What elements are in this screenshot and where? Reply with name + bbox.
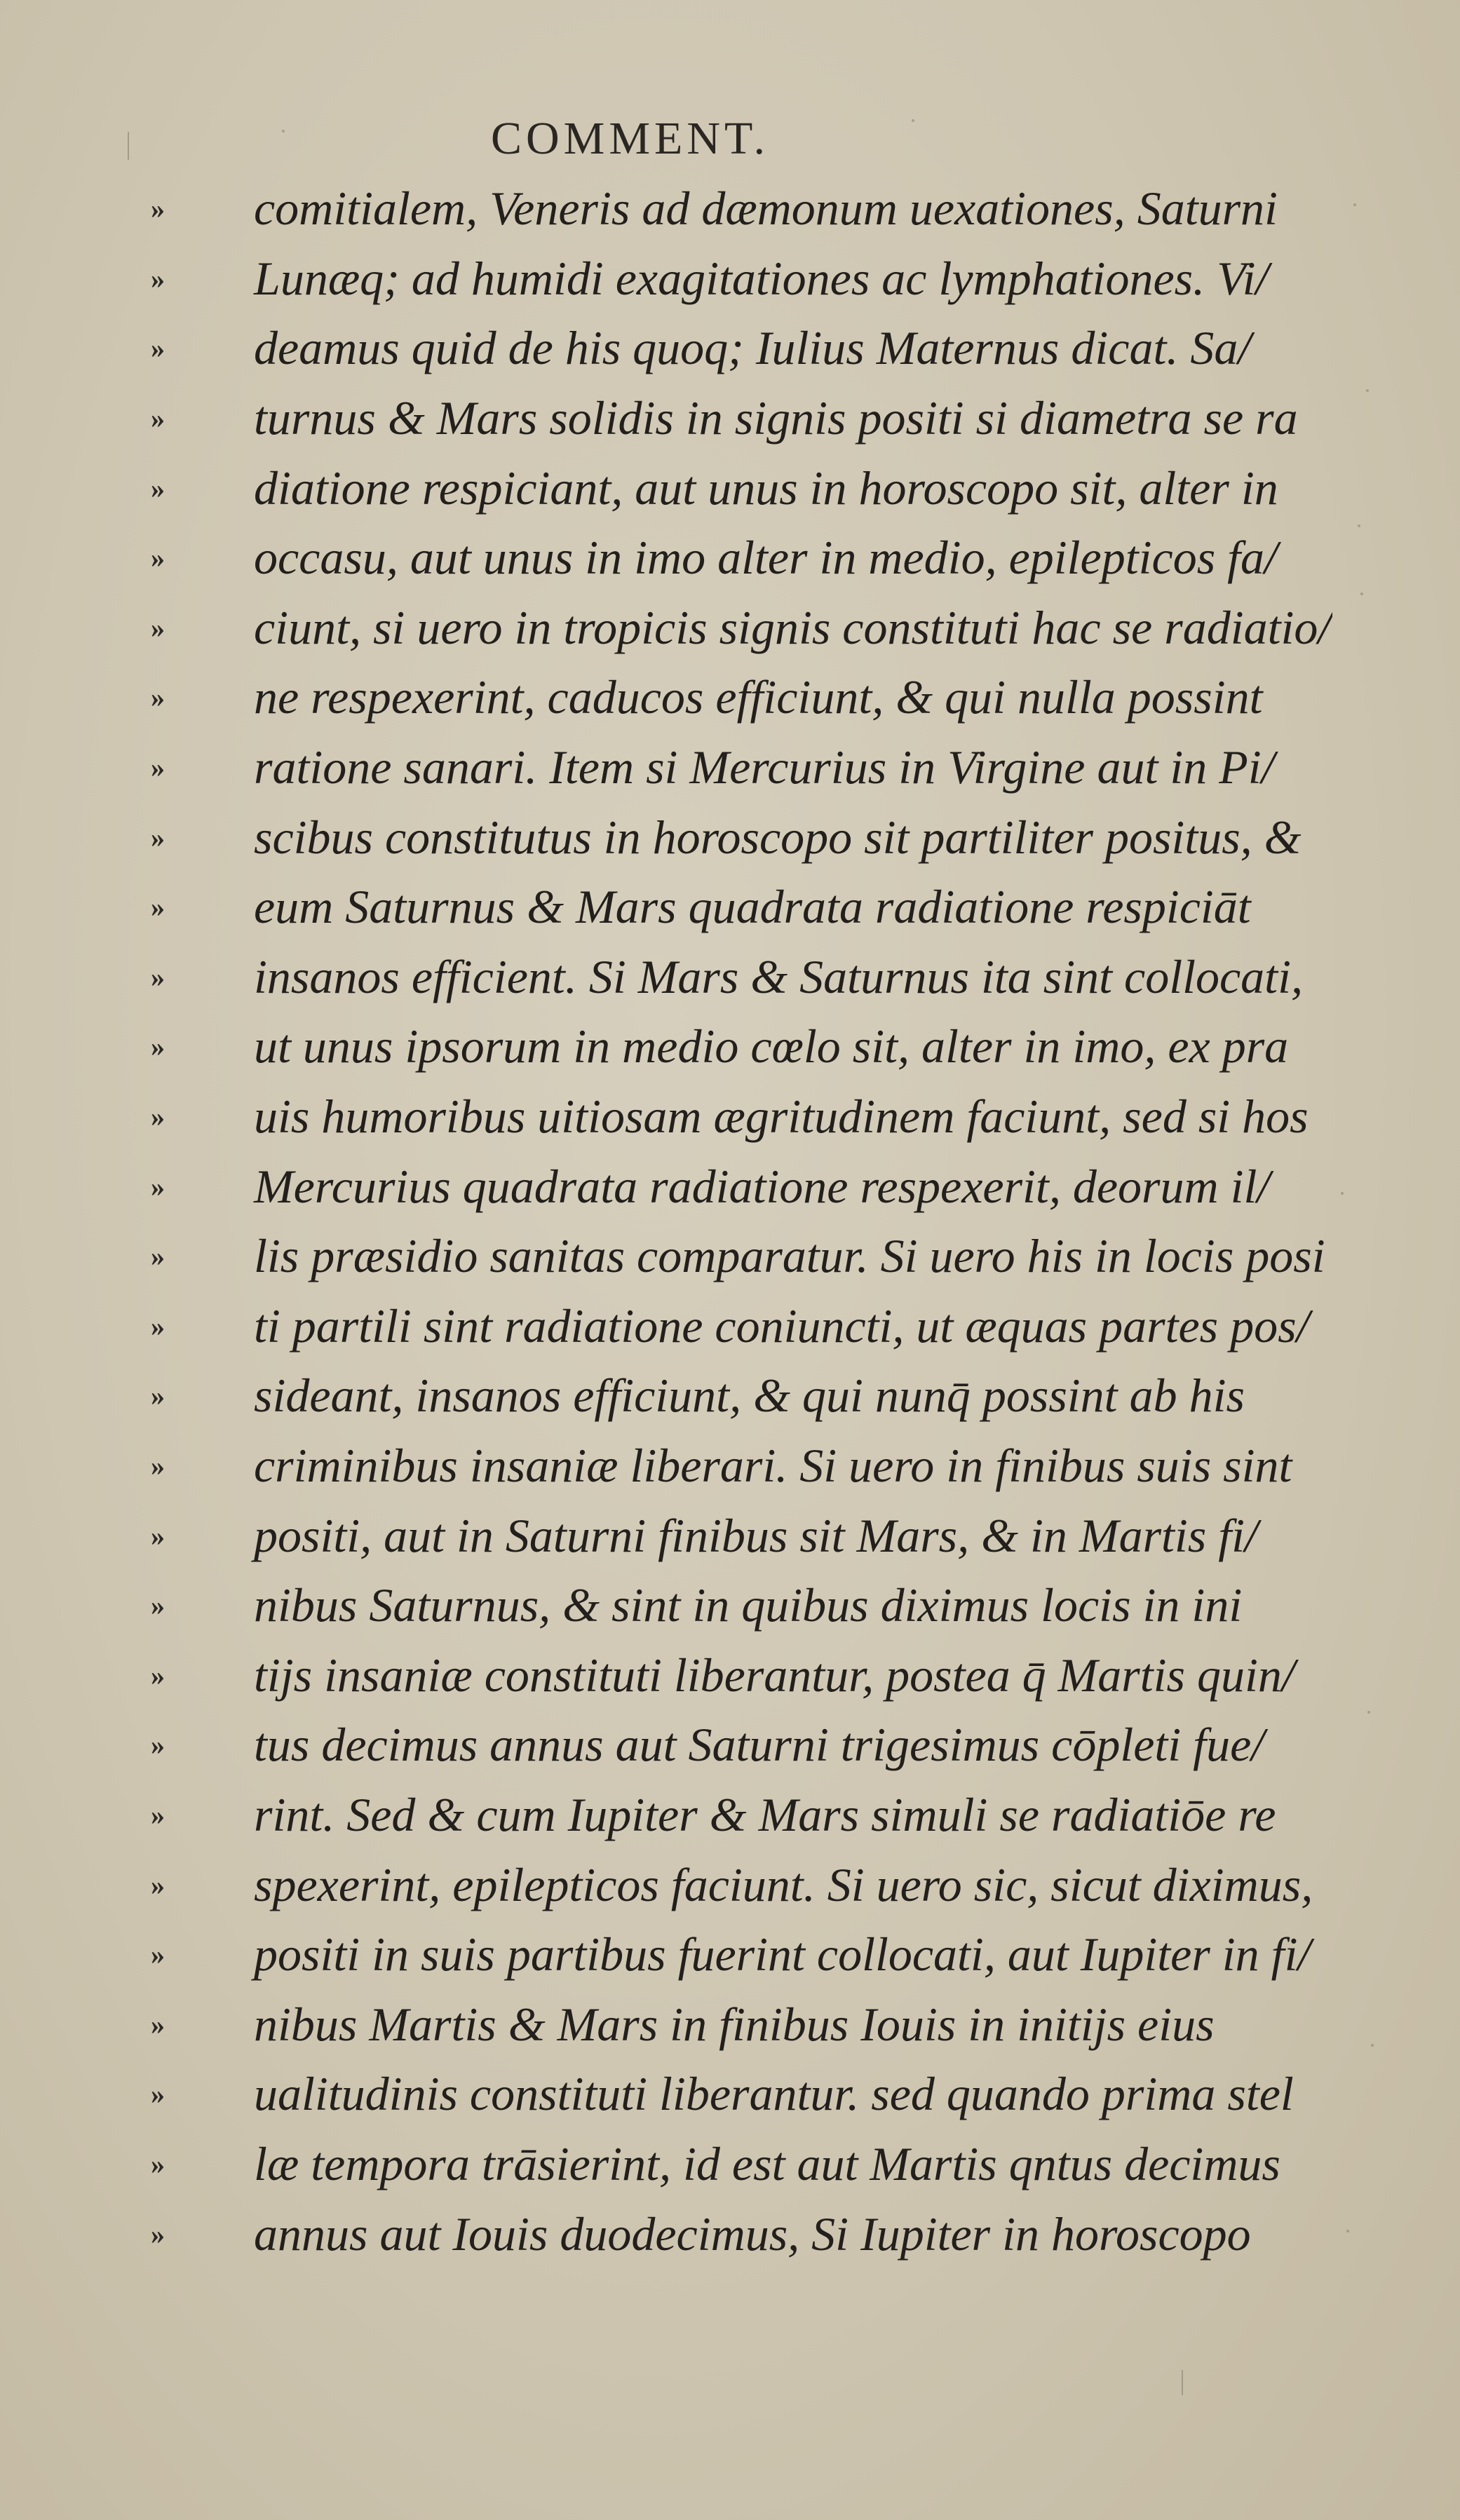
text-line xyxy=(126,1571,1332,1641)
text-line xyxy=(126,1989,1332,2059)
paper-speck xyxy=(1358,524,1360,527)
paper-mark xyxy=(128,132,129,160)
text-line xyxy=(126,2199,1332,2269)
quote-marker: » xyxy=(151,1380,165,1412)
paper-speck xyxy=(1371,2044,1374,2047)
line-text: ratione sanari. Item si Mercurius in Virgine aut in Pi/ xyxy=(254,740,1275,794)
line-text: criminibus insaniæ liberari. Si uero in finibus suis sint xyxy=(254,1438,1292,1492)
text-line xyxy=(126,174,1332,244)
text-line xyxy=(126,1361,1332,1431)
line-text: ciunt, si uero in tropicis signis constituti hac se radiatio/ xyxy=(254,600,1332,654)
line-text: nibus Martis & Mars in finibus Iouis in initijs eius xyxy=(254,1997,1215,2051)
quote-marker: » xyxy=(151,1170,165,1203)
line-text: rint. Sed & cum Iupiter & Mars simuli se radiatiōe re xyxy=(254,1787,1276,1841)
quote-marker: » xyxy=(151,1310,165,1342)
quote-marker: » xyxy=(151,752,165,784)
quote-marker: » xyxy=(151,1031,165,1063)
text-block xyxy=(126,174,1332,2269)
line-text: diatione respiciant, aut unus in horoscopo sit, alter in xyxy=(254,461,1278,515)
quote-marker: » xyxy=(151,611,165,644)
line-text: insanos efficient. Si Mars & Saturnus ita sint collocati, xyxy=(254,949,1303,1003)
paper-speck xyxy=(1341,1192,1344,1195)
line-text: comitialem, Veneris ad dæmonum uexationes, Saturni xyxy=(254,182,1278,236)
text-line xyxy=(126,313,1332,384)
line-text: tijs insaniæ constituti liberantur, postea q̄ Martis quin/ xyxy=(254,1648,1295,1702)
line-text: spexerint, epilepticos faciunt. Si uero sic, sicut diximus, xyxy=(254,1857,1313,1911)
quote-marker: » xyxy=(151,1659,165,1691)
line-text: positi in suis partibus fuerint collocati, aut Iupiter in fi/ xyxy=(254,1928,1311,1982)
paper-speck xyxy=(1366,389,1369,392)
quote-marker: » xyxy=(151,193,165,225)
quote-marker: » xyxy=(151,542,165,574)
text-line xyxy=(126,1082,1332,1152)
text-line xyxy=(126,1780,1332,1850)
text-line xyxy=(126,1920,1332,1990)
line-text: tus decimus annus aut Saturni trigesimus cōpleti fue/ xyxy=(254,1718,1265,1772)
text-line xyxy=(126,523,1332,593)
quote-marker: » xyxy=(151,1519,165,1552)
quote-marker: » xyxy=(151,1101,165,1133)
line-text: ut unus ipsorum in medio cœlo sit, alter in imo, ex pra xyxy=(254,1019,1289,1073)
text-line xyxy=(126,1151,1332,1221)
paper-speck xyxy=(1360,592,1363,595)
quote-marker: » xyxy=(151,1449,165,1482)
quote-marker: » xyxy=(151,1869,165,1901)
line-text: turnus & Mars solidis in signis positi si diametra se ra xyxy=(254,391,1298,445)
paper-speck xyxy=(1353,203,1356,206)
quote-marker: » xyxy=(151,2078,165,2111)
line-text: ualitudinis constituti liberantur. sed quando prima stel xyxy=(254,2067,1294,2121)
text-line xyxy=(126,802,1332,872)
line-text: Lunæq; ad humidi exagitationes ac lymphationes. Vi/ xyxy=(254,251,1269,305)
line-text: deamus quid de his quoq; Iulius Maternus dicat. Sa/ xyxy=(254,321,1252,375)
line-text: nibus Saturnus, & sint in quibus diximus locis in ini xyxy=(254,1578,1243,1632)
quote-marker: » xyxy=(151,682,165,714)
quote-marker: » xyxy=(151,961,165,993)
quote-marker: » xyxy=(151,2008,165,2040)
text-line xyxy=(126,593,1332,663)
quote-marker: » xyxy=(151,1240,165,1273)
line-text: ti partili sint radiatione coniuncti, ut æquas partes pos/ xyxy=(254,1299,1310,1353)
quote-marker: » xyxy=(151,1729,165,1761)
text-line xyxy=(126,1850,1332,1920)
quote-marker: » xyxy=(151,1590,165,1622)
quote-marker: » xyxy=(151,402,165,435)
text-line xyxy=(126,872,1332,942)
line-text: læ tempora trāsierint, id est aut Martis qntus decimus xyxy=(254,2136,1280,2190)
text-line xyxy=(126,1221,1332,1292)
paper-speck xyxy=(1367,1711,1370,1714)
quote-marker: » xyxy=(151,332,165,365)
paper-mark xyxy=(1182,2370,1183,2395)
text-line xyxy=(126,2059,1332,2129)
line-text: sideant, insanos efficiunt, & qui nunq̄ possint ab his xyxy=(254,1369,1245,1423)
line-text: eum Saturnus & Mars quadrata radiatione respiciāt xyxy=(254,880,1251,934)
text-line xyxy=(126,244,1332,314)
text-line xyxy=(126,733,1332,803)
paper-speck xyxy=(912,119,914,122)
text-line xyxy=(126,2129,1332,2200)
text-line xyxy=(126,1012,1332,1082)
text-line xyxy=(126,663,1332,733)
text-line xyxy=(126,942,1332,1012)
text-line xyxy=(126,453,1332,523)
line-text: scibus constitutus in horoscopo sit partiliter positus, & xyxy=(254,810,1302,864)
text-line xyxy=(126,1710,1332,1780)
quote-marker: » xyxy=(151,262,165,294)
quote-marker: » xyxy=(151,821,165,853)
running-head: COMMENT. xyxy=(491,113,769,164)
quote-marker: » xyxy=(151,1798,165,1831)
text-line xyxy=(126,1292,1332,1362)
line-text: positi, aut in Saturni finibus sit Mars, & in Martis fi/ xyxy=(254,1508,1258,1562)
paper-speck xyxy=(282,130,285,133)
quote-marker: » xyxy=(151,1939,165,1971)
text-line xyxy=(126,1640,1332,1710)
line-text: uis humoribus uitiosam ægritudinem faciunt, sed si hos xyxy=(254,1090,1309,1144)
quote-marker: » xyxy=(151,472,165,504)
text-line xyxy=(126,1431,1332,1501)
quote-marker: » xyxy=(151,891,165,923)
quote-marker: » xyxy=(151,2148,165,2180)
line-text: occasu, aut unus in imo alter in medio, epilepticos fa/ xyxy=(254,531,1278,585)
line-text: lis præsidio sanitas comparatur. Si uero his in locis posi xyxy=(254,1229,1325,1283)
text-line xyxy=(126,384,1332,454)
text-line xyxy=(126,1501,1332,1571)
paper-speck xyxy=(1346,2230,1349,2233)
line-text: Mercurius quadrata radiatione respexerit, deorum il/ xyxy=(254,1159,1271,1213)
quote-marker: » xyxy=(151,2218,165,2250)
line-text: ne respexerint, caducos efficiunt, & qui nulla possint xyxy=(254,670,1263,724)
line-text: annus aut Iouis duodecimus, Si Iupiter in horoscopo xyxy=(254,2207,1251,2261)
